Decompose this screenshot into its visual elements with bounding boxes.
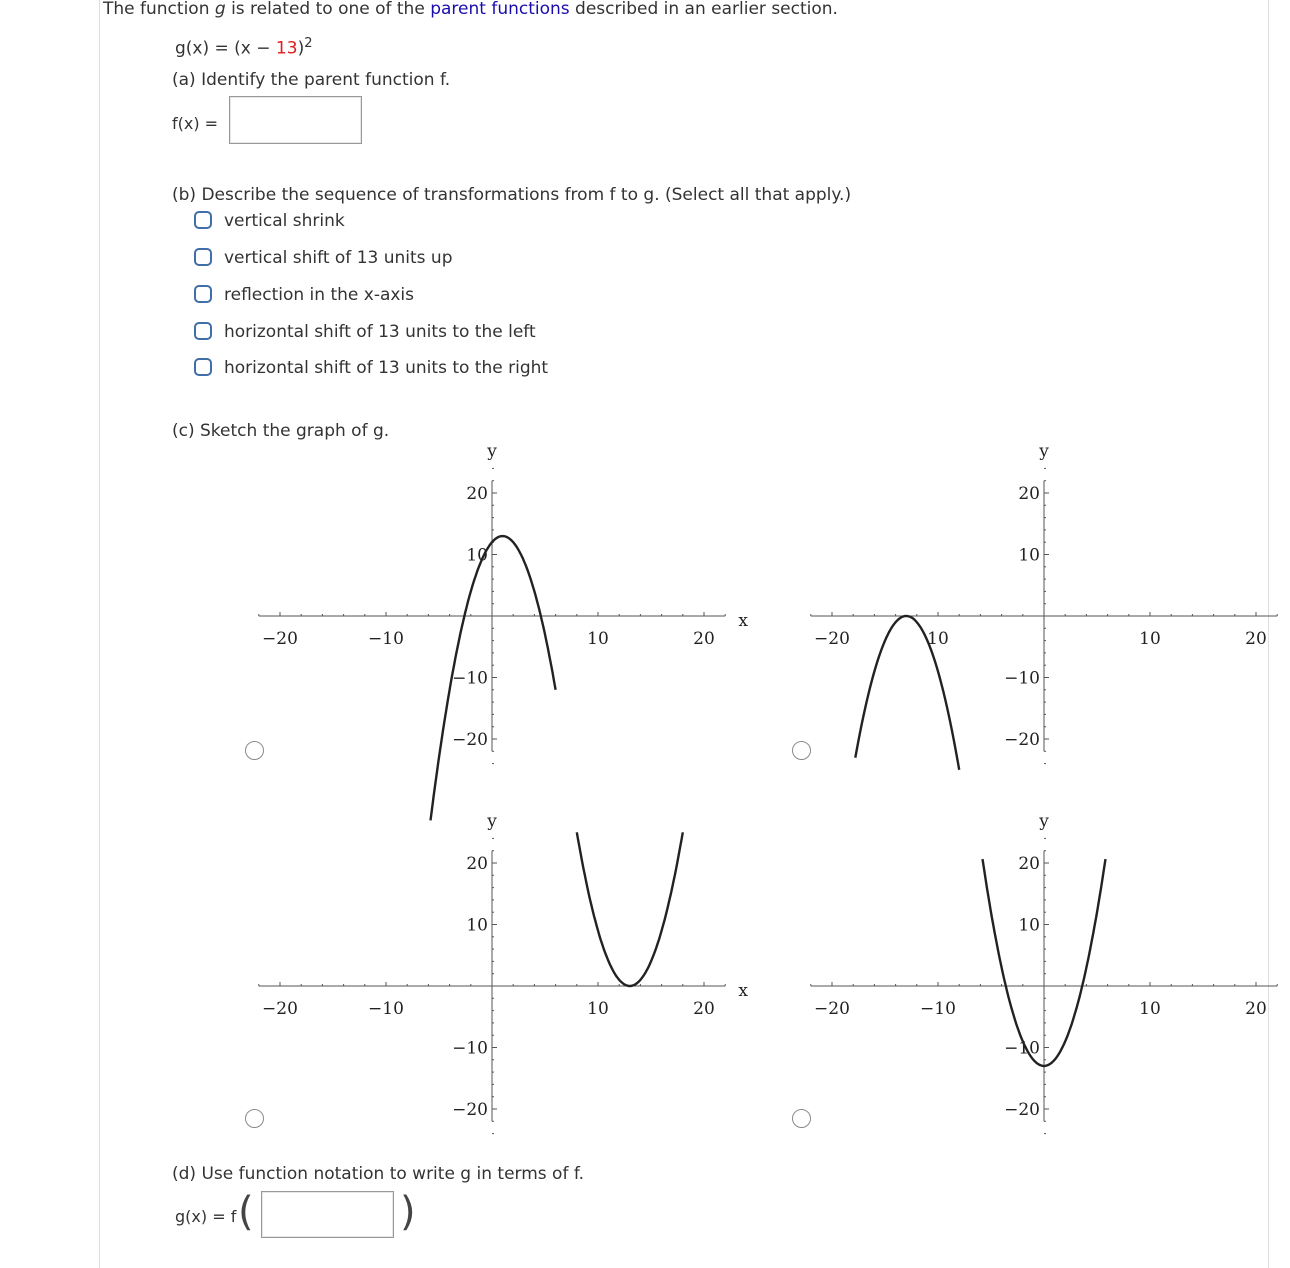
intro-prefix: The function xyxy=(103,0,210,19)
chart-4-y-axis-label: y xyxy=(1039,811,1049,832)
chart-1-y-tick-label: −10 xyxy=(452,668,488,689)
close-paren: ) xyxy=(400,1189,416,1235)
chart-4-x-tick-label: 20 xyxy=(1245,999,1267,1019)
intro-suffix: described in an earlier section. xyxy=(575,0,838,19)
open-paren: ( xyxy=(238,1189,254,1235)
chart-2-x-tick-label: −20 xyxy=(814,629,850,649)
part-d-answer-label: g(x) = f xyxy=(175,1207,237,1226)
option-label-horizontal-shift-right: horizontal shift of 13 units to the right xyxy=(224,358,549,378)
equation-rhs: ) xyxy=(297,38,305,59)
part-c-question: (c) Sketch the graph of g. xyxy=(172,421,390,441)
chart-1-x-tick-label: 20 xyxy=(693,629,715,649)
chart-3-y-tick-label: 10 xyxy=(466,915,488,936)
chart-2-y-tick-label: −20 xyxy=(1004,730,1040,750)
chart-3-y-axis-label: y xyxy=(487,811,497,832)
chart-2-x-tick-label: 10 xyxy=(927,629,949,649)
chart-2-y-tick-label: −10 xyxy=(1004,668,1040,689)
chart-3-x-tick-label: 20 xyxy=(693,999,715,1019)
chart-1-x-tick-label: −10 xyxy=(368,629,404,649)
chart-2-x-tick-label: 20 xyxy=(1245,629,1267,649)
chart-3-x-tick-label: −20 xyxy=(262,999,298,1019)
chart-1-y-tick-label: −20 xyxy=(452,730,488,750)
chart-4-x-tick-label: −10 xyxy=(920,999,956,1019)
chart-2-x-tick-label: 10 xyxy=(1139,629,1161,649)
intro-middle: is related to one of the xyxy=(231,0,425,19)
option-label-horizontal-shift-left: horizontal shift of 13 units to the left xyxy=(224,322,536,342)
chart-4-x-tick-label: −20 xyxy=(814,999,850,1019)
chart-1-x-tick-label: −20 xyxy=(262,629,298,649)
chart-1-x-axis-label: x xyxy=(738,611,748,631)
chart-3-x-axis-label: x xyxy=(738,981,748,1001)
chart-3-y-tick-label: −10 xyxy=(452,1038,488,1059)
chart-4-y-tick-label: 20 xyxy=(1018,854,1040,874)
chart-1-y-tick-label: 10 xyxy=(466,545,488,566)
option-label-reflection-x-axis: reflection in the x-axis xyxy=(224,285,415,305)
chart-1-y-axis-label: y xyxy=(487,441,497,462)
function-notation-input[interactable] xyxy=(261,1191,394,1238)
equation-constant: 13 xyxy=(275,38,298,59)
option-label-vertical-shrink: vertical shrink xyxy=(224,211,345,231)
option-label-vertical-shift-up: vertical shift of 13 units up xyxy=(224,248,453,268)
equation-exponent: 2 xyxy=(304,36,313,51)
chart-3-parabola xyxy=(577,832,683,986)
part-a-question: (a) Identify the parent function f. xyxy=(172,70,451,90)
chart-3-x-tick-label: 10 xyxy=(587,999,609,1019)
chart-4-y-tick-label: −20 xyxy=(1004,1100,1040,1120)
chart-2-y-tick-label: 10 xyxy=(1018,545,1040,566)
chart-3-x-tick-label: −10 xyxy=(368,999,404,1019)
chart-3-y-tick-label: 20 xyxy=(466,854,488,874)
chart-2-y-axis-label: y xyxy=(1039,441,1049,462)
chart-4-y-tick-label: 10 xyxy=(1018,915,1040,936)
part-b-question: (b) Describe the sequence of transformations from f to g. (Select all that apply.) xyxy=(172,185,852,205)
part-a-answer-label: f(x) = xyxy=(172,114,219,133)
chart-2-y-tick-label: 20 xyxy=(1018,484,1040,504)
part-d-question: (d) Use function notation to write g in terms of f. xyxy=(172,1164,584,1184)
chart-1-x-tick-label: 10 xyxy=(587,629,609,649)
equation-lhs: g(x) = (x − xyxy=(175,38,271,59)
parent-functions-link[interactable]: parent functions xyxy=(430,0,570,19)
chart-3-y-tick-label: −20 xyxy=(452,1100,488,1120)
chart-4-y-tick-label: −10 xyxy=(1004,1038,1040,1059)
chart-1-y-tick-label: 20 xyxy=(466,484,488,504)
intro-var-g: g xyxy=(214,0,226,19)
chart-4-x-tick-label: 10 xyxy=(1139,999,1161,1019)
